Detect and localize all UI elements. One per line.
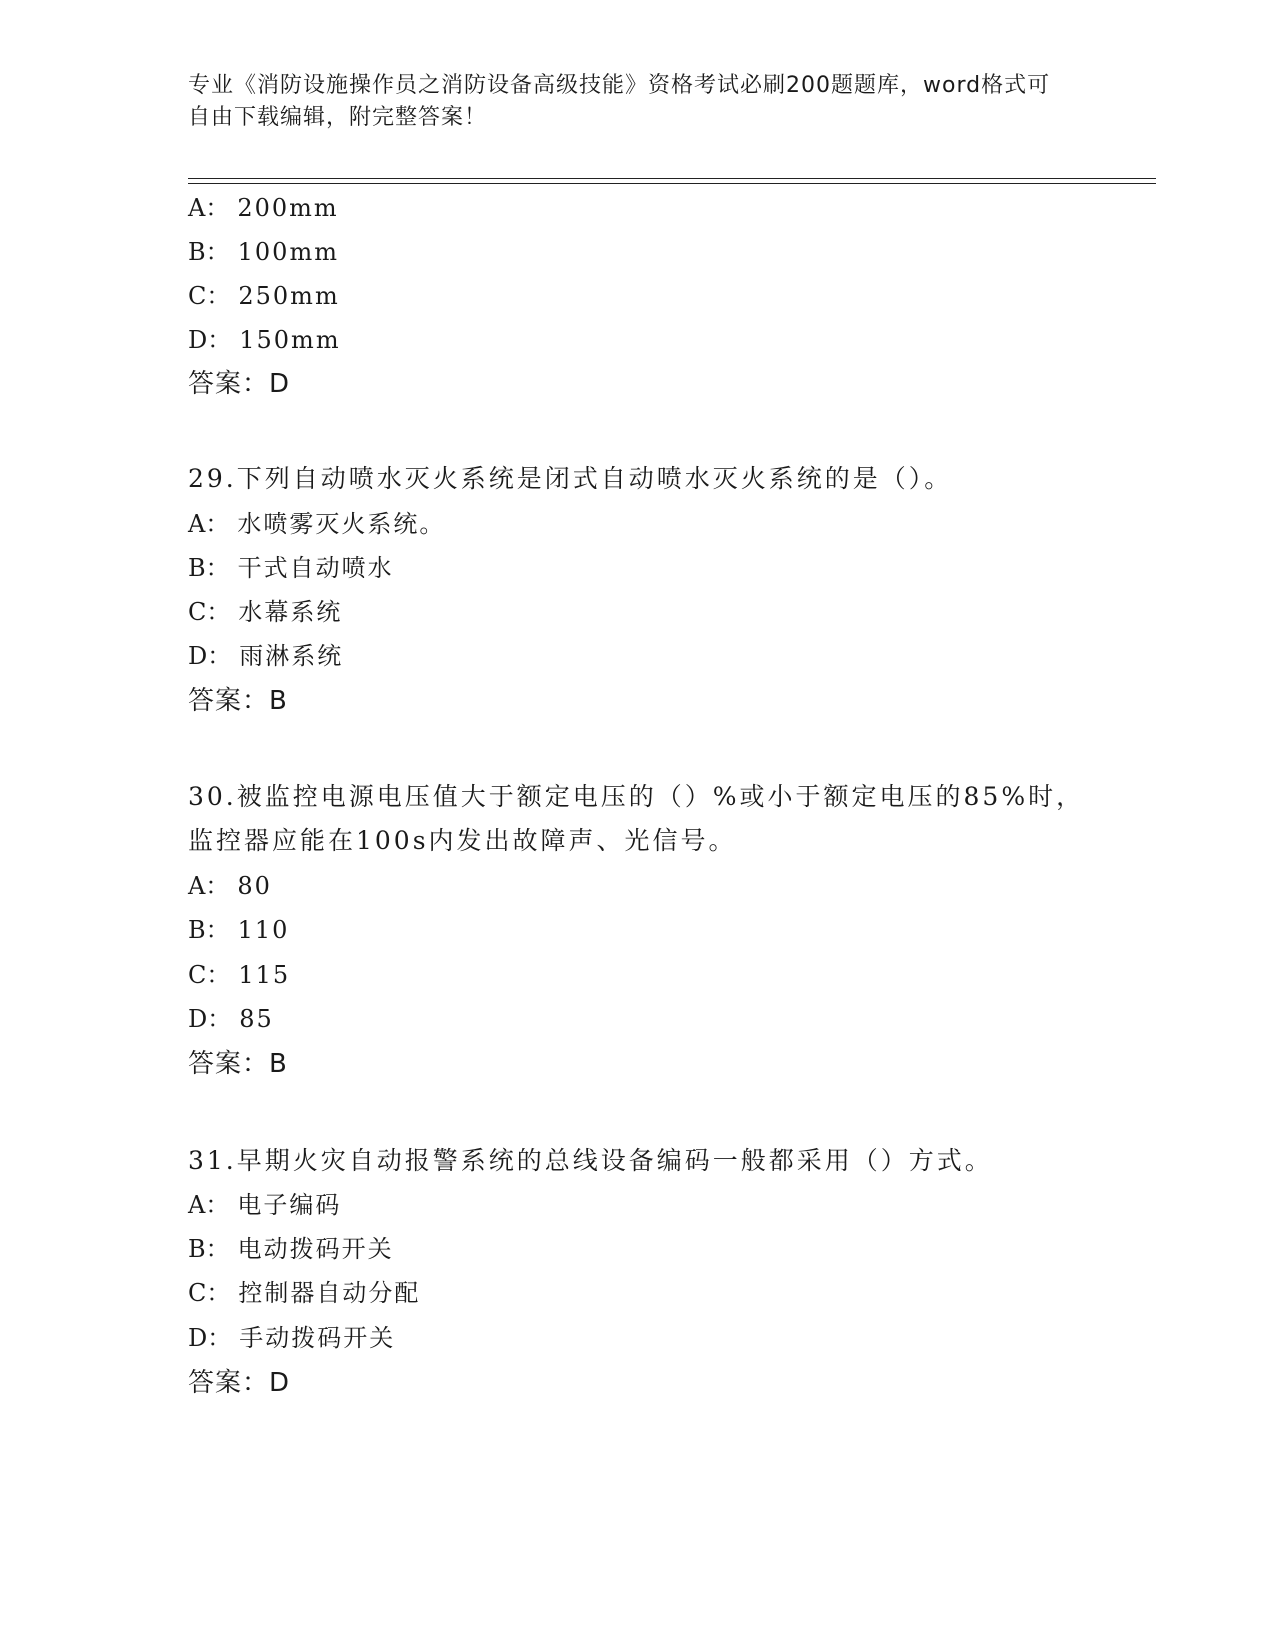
q31-answer: 答案：D	[188, 1368, 291, 1398]
q29-option-a: A： 水喷雾灭火系统。	[188, 510, 446, 538]
q30-answer: 答案：B	[188, 1049, 288, 1079]
q30-option-c: C： 115	[188, 961, 291, 989]
q30-option-a: A： 80	[188, 872, 272, 900]
q28-answer: 答案：D	[188, 369, 291, 399]
q29-option-b: B： 干式自动喷水	[188, 554, 394, 582]
q31-option-c: C： 控制器自动分配	[188, 1279, 421, 1307]
q28-option-c: C： 250mm	[188, 282, 340, 310]
q29-question: 29.下列自动喷水灭火系统是闭式自动喷水灭火系统的是（）。	[188, 464, 953, 493]
q31-question: 31.早期火灾自动报警系统的总线设备编码一般都采用（）方式。	[188, 1146, 993, 1175]
q30-question-line1: 30.被监控电源电压值大于额定电压的（）%或小于额定电压的85%时，	[188, 782, 1085, 811]
q28-option-a: A： 200mm	[188, 194, 339, 222]
header-divider-top	[188, 178, 1156, 179]
q28-option-d: D： 150mm	[188, 326, 341, 354]
q29-option-d: D： 雨淋系统	[188, 642, 344, 670]
q30-option-d: D： 85	[188, 1005, 274, 1033]
q31-option-b: B： 电动拨码开关	[188, 1235, 394, 1263]
q31-option-d: D： 手动拨码开关	[188, 1324, 396, 1352]
q30-option-b: B： 110	[188, 916, 290, 944]
q30-question-line2: 监控器应能在100s内发出故障声、光信号。	[188, 826, 737, 855]
q29-option-c: C： 水幕系统	[188, 598, 343, 626]
header-divider-bottom	[188, 183, 1156, 184]
q28-option-b: B： 100mm	[188, 238, 339, 266]
q29-answer: 答案：B	[188, 686, 288, 716]
q31-option-a: A： 电子编码	[188, 1191, 342, 1219]
document-header: 专业《消防设施操作员之消防设备高级技能》资格考试必刷200题题库，word格式可自由下载编辑，附完整答案！	[188, 73, 1051, 130]
